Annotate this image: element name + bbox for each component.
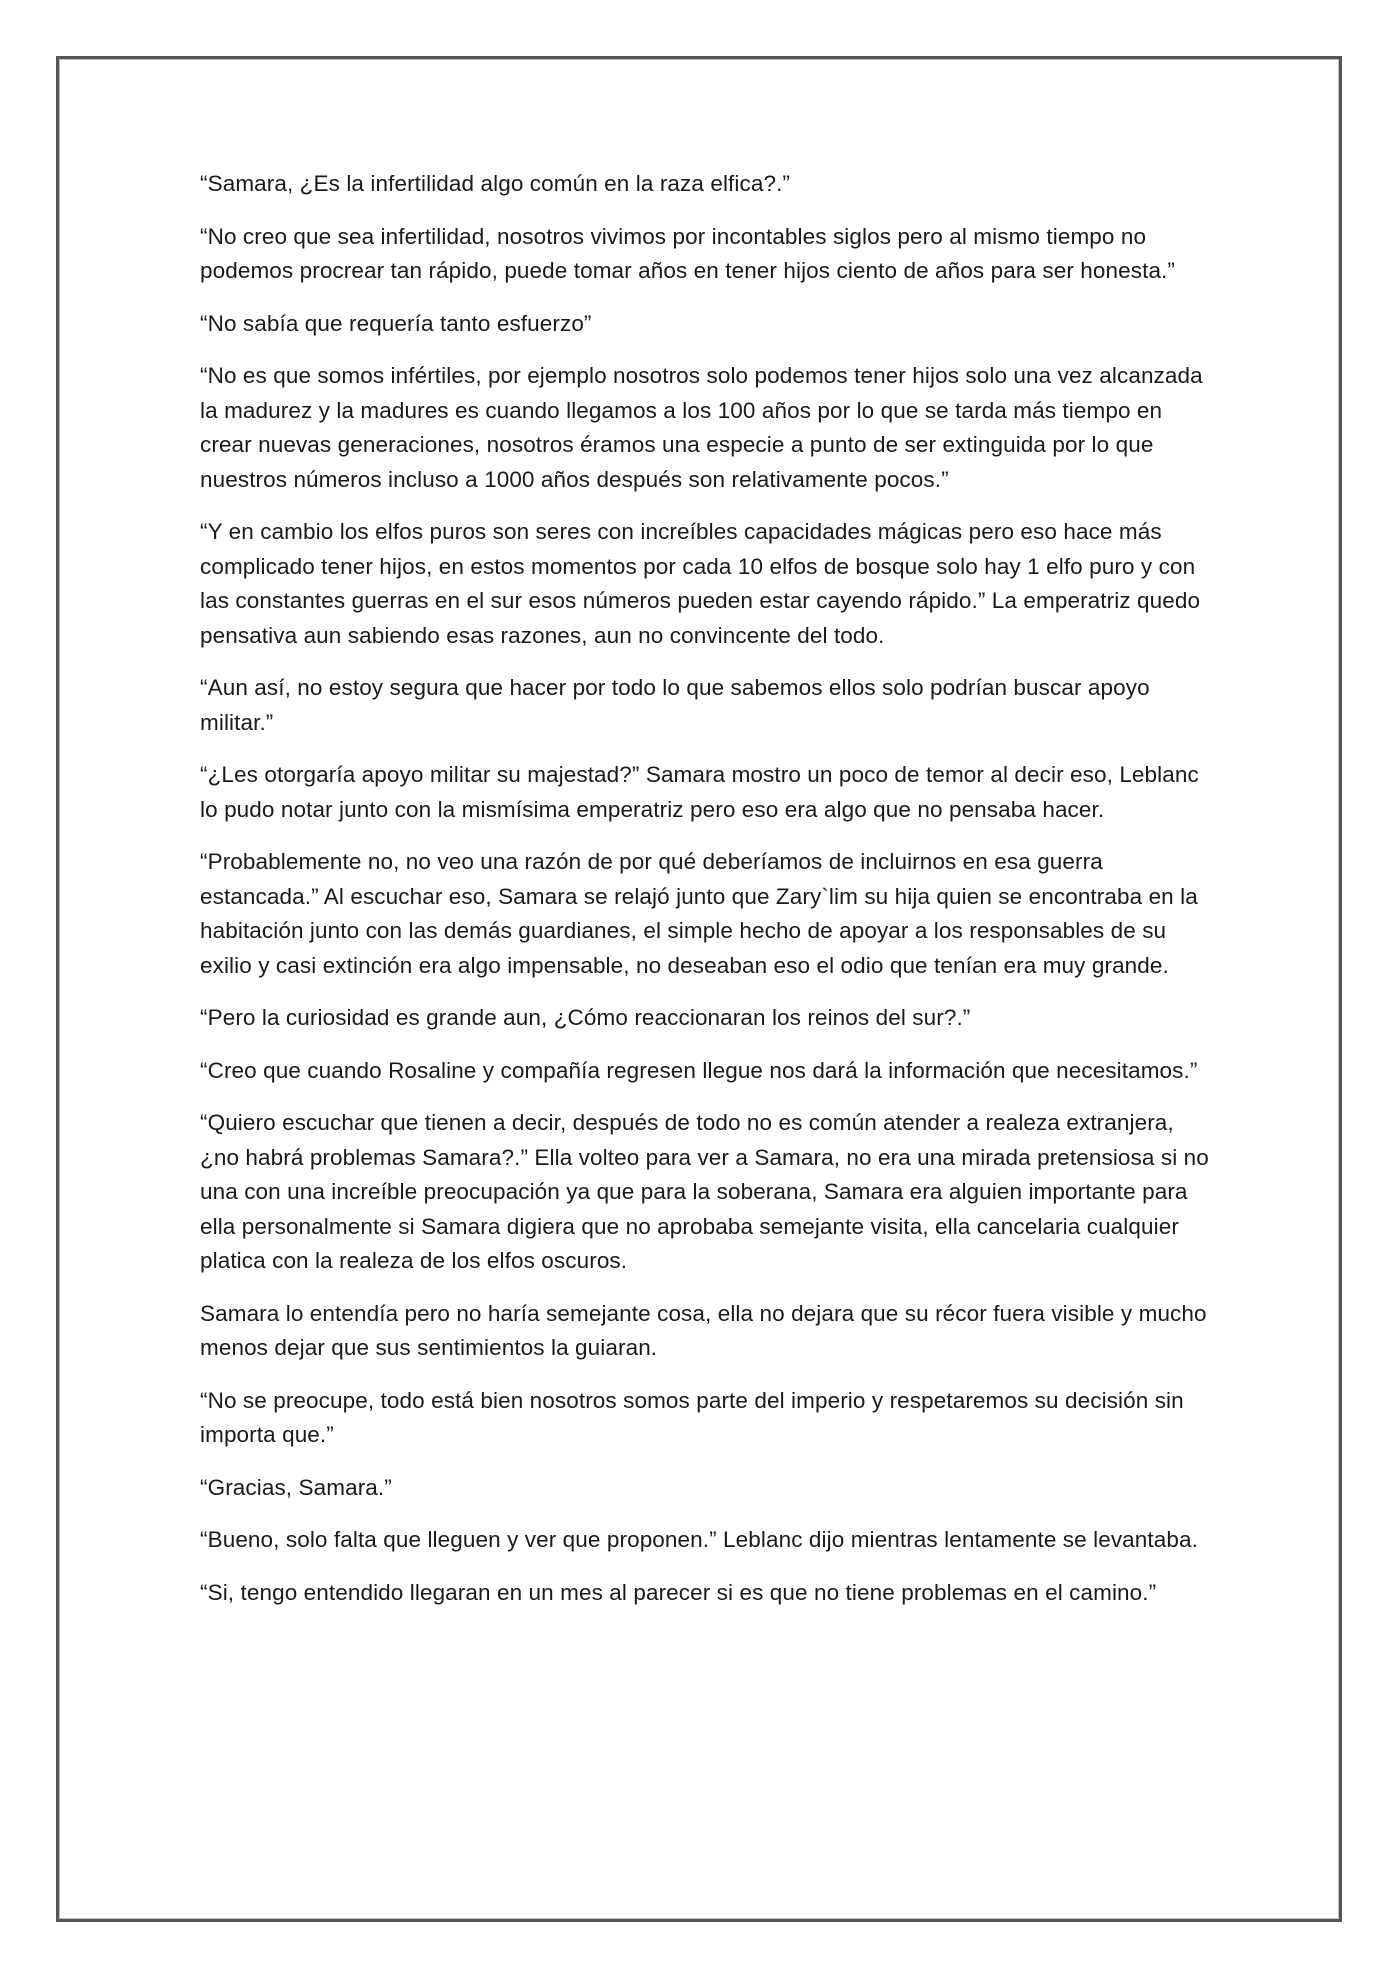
paragraph: “Probablemente no, no veo una razón de por qué deberíamos de incluirnos en esa guerra estancada.” Al escuchar eso, Samara se relajó junto que Zary`lim su hija quien se encontraba en la habitación junto con las demás guardianes, el simple hecho de apoyar a los responsables de su exilio y casi extinción era algo impensable, no deseaban eso el odio que tenían era muy grande. <box>200 849 1198 978</box>
paragraph: “Samara, ¿Es la infertilidad algo común en la raza elfica?.” <box>200 171 791 196</box>
paragraph: “Y en cambio los elfos puros son seres con increíbles capacidades mágicas pero eso hace más complicado tener hijos, en estos momentos por cada 10 elfos de bosque solo hay 1 elfo puro y con las constantes guerras en el sur esos números pueden estar cayendo rápido.” La emperatriz quedo pensativa aun sabiendo esas razones, aun no convincente del todo. <box>200 519 1201 648</box>
paragraph: “Pero la curiosidad es grande aun, ¿Cómo reaccionaran los reinos del sur?.” <box>200 1005 971 1030</box>
paragraph: “Si, tengo entendido llegaran en un mes al parecer si es que no tiene problemas en el camino.” <box>200 1579 1157 1605</box>
paragraph: “Bueno, solo falta que lleguen y ver que proponen.” Leblanc dijo mientras lentamente se levantaba. <box>200 1527 1198 1552</box>
paragraph: “Creo que cuando Rosaline y compañía regresen llegue nos dará la información que necesitamos.” <box>200 1057 1198 1083</box>
paragraph: “No es que somos infértiles, por ejemplo nosotros solo podemos tener hijos solo una vez alcanzada la madurez y la madures es cuando llegamos a los 100 años por lo que se tarda más tiempo en crear nuevas generaciones, nosotros éramos una especie a punto de ser extinguida por lo que nuestros números incluso a 1000 años después son relativamente pocos.” <box>200 363 1203 492</box>
paragraph: Samara lo entendía pero no haría semejante cosa, ella no dejara que su récor fuera visible y mucho menos dejar que sus sentimientos la guiaran. <box>200 1300 1207 1360</box>
paragraph: “Aun así, no estoy segura que hacer por todo lo que sabemos ellos solo podrían buscar apoyo militar.” <box>200 675 1150 735</box>
paragraph: “Quiero escuchar que tienen a decir, después de todo no es común atender a realeza extranjera, ¿no habrá problemas Samara?.” Ella volteo para ver a Samara, no era una mirada pretensiosa si no una con una increíble preocupación ya que para la soberana, Samara era alguien importante para ella personalmente si Samara digiera que no aprobaba semejante visita, ella cancelaria cualquier platica con la realeza de los elfos oscuros. <box>200 1110 1209 1273</box>
paragraph: “No creo que sea infertilidad, nosotros vivimos por incontables siglos pero al mismo tiempo no podemos procrear tan rápido, puede tomar años en tener hijos ciento de años para ser honesta.” <box>200 223 1175 283</box>
document-body <box>200 167 1210 1628</box>
paragraph: “Gracias, Samara.” <box>200 1474 392 1500</box>
paragraph: “No se preocupe, todo está bien nosotros somos parte del imperio y respetaremos su decisión sin importa que.” <box>200 1387 1184 1447</box>
paragraph: “¿Les otorgaría apoyo militar su majestad?” Samara mostro un poco de temor al decir eso, Leblanc lo pudo notar junto con la mismísima emperatriz pero eso era algo que no pensaba hacer. <box>200 762 1199 822</box>
paragraph: “No sabía que requería tanto esfuerzo” <box>200 310 592 336</box>
